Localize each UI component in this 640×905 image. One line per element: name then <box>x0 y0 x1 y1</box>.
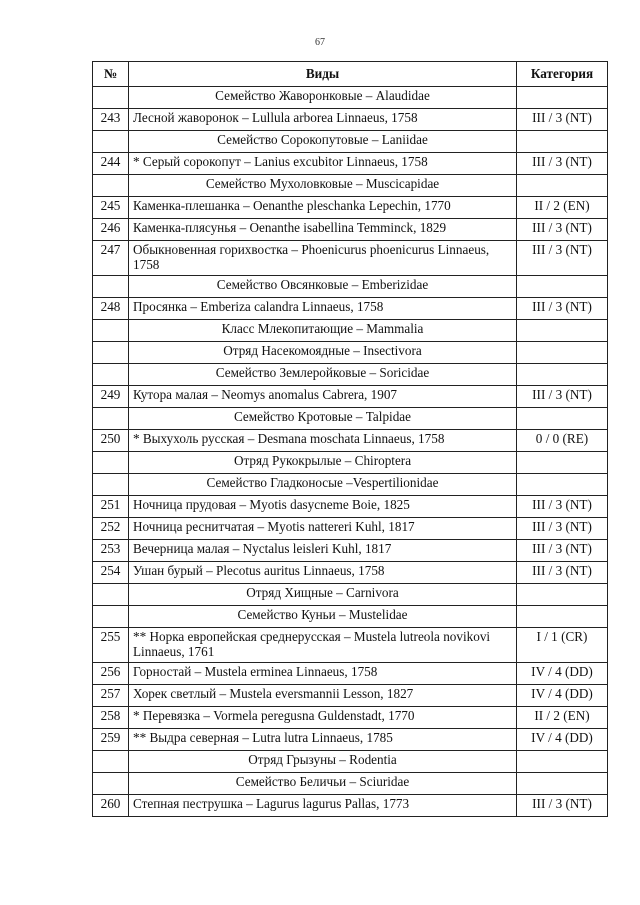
species-name: * Серый сорокопут – Lanius excubitor Linnaeus, 1758 <box>129 153 517 175</box>
header-category: Категория <box>517 62 608 87</box>
species-category: III / 3 (NT) <box>517 109 608 131</box>
species-name: Ушан бурый – Plecotus auritus Linnaeus, 1758 <box>129 562 517 584</box>
species-category: III / 3 (NT) <box>517 540 608 562</box>
species-name: Горностай – Mustela erminea Linnaeus, 1758 <box>129 663 517 685</box>
species-name: Вечерница малая – Nyctalus leisleri Kuhl, 1817 <box>129 540 517 562</box>
taxon-group-row <box>93 584 608 606</box>
row-number-empty <box>93 276 129 298</box>
page-number: 67 <box>315 37 325 48</box>
taxon-group-row <box>93 364 608 386</box>
species-row <box>93 109 608 131</box>
taxon-group-name: Семейство Кротовые – Talpidae <box>129 408 517 430</box>
species-row <box>93 795 608 817</box>
species-row <box>93 298 608 320</box>
species-row <box>93 562 608 584</box>
species-number: 247 <box>93 241 129 276</box>
taxon-group-name: Семейство Мухоловковые – Muscicapidae <box>129 175 517 197</box>
species-row <box>93 663 608 685</box>
species-category: III / 3 (NT) <box>517 562 608 584</box>
taxon-group-name: Семейство Овсянковые – Emberizidae <box>129 276 517 298</box>
species-row <box>93 628 608 663</box>
taxon-group-row <box>93 408 608 430</box>
taxon-group-row <box>93 342 608 364</box>
taxon-group-row <box>93 131 608 153</box>
species-name: * Перевязка – Vormela peregusna Guldenstadt, 1770 <box>129 707 517 729</box>
species-category: 0 / 0 (RE) <box>517 430 608 452</box>
species-number: 259 <box>93 729 129 751</box>
row-category-empty <box>517 276 608 298</box>
taxon-group-row <box>93 773 608 795</box>
row-number-empty <box>93 452 129 474</box>
row-category-empty <box>517 87 608 109</box>
header-species: Виды <box>129 62 517 87</box>
species-row <box>93 197 608 219</box>
row-category-empty <box>517 408 608 430</box>
species-row <box>93 540 608 562</box>
row-category-empty <box>517 452 608 474</box>
taxon-group-row <box>93 751 608 773</box>
species-number: 260 <box>93 795 129 817</box>
species-category: II / 2 (EN) <box>517 197 608 219</box>
taxon-group-name: Семейство Землеройковые – Soricidae <box>129 364 517 386</box>
species-name: Степная пеструшка – Lagurus lagurus Pallas, 1773 <box>129 795 517 817</box>
row-category-empty <box>517 773 608 795</box>
species-number: 253 <box>93 540 129 562</box>
row-category-empty <box>517 606 608 628</box>
taxon-group-name: Семейство Куньи – Mustelidae <box>129 606 517 628</box>
taxon-group-row <box>93 175 608 197</box>
species-category: IV / 4 (DD) <box>517 663 608 685</box>
species-row <box>93 685 608 707</box>
species-category: III / 3 (NT) <box>517 496 608 518</box>
row-category-empty <box>517 320 608 342</box>
species-number: 258 <box>93 707 129 729</box>
species-name: Просянка – Emberiza calandra Linnaeus, 1758 <box>129 298 517 320</box>
row-category-empty <box>517 131 608 153</box>
taxon-group-name: Семейство Жаворонковые – Alaudidae <box>129 87 517 109</box>
row-number-empty <box>93 87 129 109</box>
species-number: 250 <box>93 430 129 452</box>
species-name: ** Норка европейская среднерусская – Mustela lutreola novikovi Linnaeus, 1761 <box>129 628 517 663</box>
row-number-empty <box>93 408 129 430</box>
species-category: IV / 4 (DD) <box>517 729 608 751</box>
species-number: 248 <box>93 298 129 320</box>
species-category: III / 3 (NT) <box>517 219 608 241</box>
row-number-empty <box>93 320 129 342</box>
row-category-empty <box>517 175 608 197</box>
species-row <box>93 241 608 276</box>
species-name: Лесной жаворонок – Lullula arborea Linnaeus, 1758 <box>129 109 517 131</box>
species-row <box>93 386 608 408</box>
species-category: III / 3 (NT) <box>517 153 608 175</box>
row-number-empty <box>93 773 129 795</box>
taxon-group-row <box>93 452 608 474</box>
species-table <box>92 61 608 817</box>
taxon-group-row <box>93 474 608 496</box>
row-number-empty <box>93 364 129 386</box>
species-category: III / 3 (NT) <box>517 795 608 817</box>
species-row <box>93 153 608 175</box>
taxon-group-name: Семейство Беличьи – Sciuridae <box>129 773 517 795</box>
species-name: Каменка-плясунья – Oenanthe isabellina Temminck, 1829 <box>129 219 517 241</box>
row-number-empty <box>93 131 129 153</box>
species-row <box>93 496 608 518</box>
species-category: I / 1 (CR) <box>517 628 608 663</box>
species-name: Обыкновенная горихвостка – Phoenicurus phoenicurus Linnaeus, 1758 <box>129 241 517 276</box>
species-name: Ночница прудовая – Myotis dasycneme Boie, 1825 <box>129 496 517 518</box>
species-category: III / 3 (NT) <box>517 386 608 408</box>
taxon-group-name: Отряд Рукокрылые – Chiroptera <box>129 452 517 474</box>
species-name: Каменка-плешанка – Oenanthe pleschanka Lepechin, 1770 <box>129 197 517 219</box>
table-body <box>93 87 608 817</box>
row-category-empty <box>517 751 608 773</box>
species-name: Ночница реснитчатая – Myotis nattereri Kuhl, 1817 <box>129 518 517 540</box>
taxon-group-row <box>93 276 608 298</box>
species-name: ** Выдра северная – Lutra lutra Linnaeus, 1785 <box>129 729 517 751</box>
header-number: № <box>93 62 129 87</box>
species-number: 256 <box>93 663 129 685</box>
species-number: 252 <box>93 518 129 540</box>
species-number: 257 <box>93 685 129 707</box>
row-number-empty <box>93 474 129 496</box>
row-number-empty <box>93 606 129 628</box>
taxon-group-name: Отряд Хищные – Carnivora <box>129 584 517 606</box>
taxon-group-name: Отряд Грызуны – Rodentia <box>129 751 517 773</box>
species-number: 246 <box>93 219 129 241</box>
species-number: 251 <box>93 496 129 518</box>
species-row <box>93 518 608 540</box>
row-category-empty <box>517 364 608 386</box>
species-category: III / 3 (NT) <box>517 241 608 276</box>
species-category: III / 3 (NT) <box>517 518 608 540</box>
species-category: II / 2 (EN) <box>517 707 608 729</box>
species-row <box>93 219 608 241</box>
taxon-group-name: Семейство Гладконосые –Vespertilionidae <box>129 474 517 496</box>
species-row <box>93 729 608 751</box>
species-number: 255 <box>93 628 129 663</box>
row-category-empty <box>517 474 608 496</box>
row-number-empty <box>93 342 129 364</box>
taxon-group-row <box>93 320 608 342</box>
species-name: Кутора малая – Neomys anomalus Cabrera, 1907 <box>129 386 517 408</box>
species-number: 254 <box>93 562 129 584</box>
species-number: 243 <box>93 109 129 131</box>
species-category: III / 3 (NT) <box>517 298 608 320</box>
species-number: 244 <box>93 153 129 175</box>
species-number: 249 <box>93 386 129 408</box>
taxon-group-name: Класс Млекопитающие – Mammalia <box>129 320 517 342</box>
row-number-empty <box>93 584 129 606</box>
species-number: 245 <box>93 197 129 219</box>
species-name: Хорек светлый – Mustela eversmannii Lesson, 1827 <box>129 685 517 707</box>
row-category-empty <box>517 584 608 606</box>
taxon-group-row <box>93 606 608 628</box>
taxon-group-row <box>93 87 608 109</box>
species-name: * Выхухоль русская – Desmana moschata Linnaeus, 1758 <box>129 430 517 452</box>
species-row <box>93 430 608 452</box>
table-header-row <box>93 62 608 87</box>
species-category: IV / 4 (DD) <box>517 685 608 707</box>
species-row <box>93 707 608 729</box>
taxon-group-name: Семейство Сорокопутовые – Laniidae <box>129 131 517 153</box>
row-category-empty <box>517 342 608 364</box>
taxon-group-name: Отряд Насекомоядные – Insectivora <box>129 342 517 364</box>
row-number-empty <box>93 751 129 773</box>
row-number-empty <box>93 175 129 197</box>
